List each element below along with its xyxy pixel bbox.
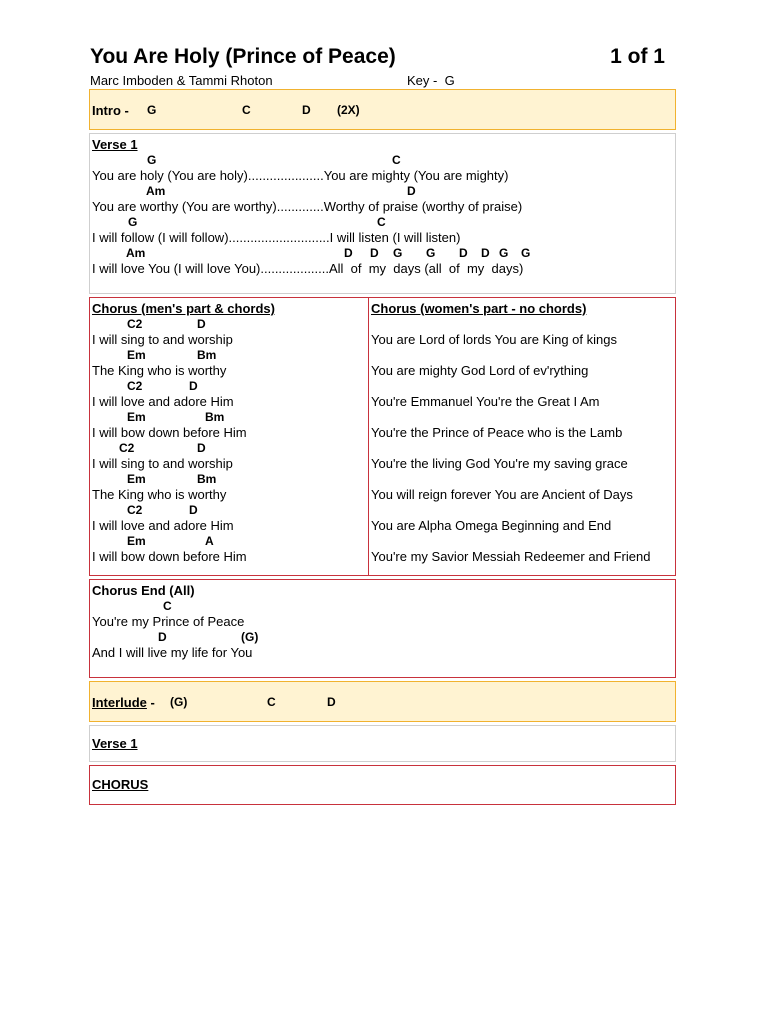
chord: D: [189, 379, 198, 393]
interlude-chord: (G): [170, 695, 188, 709]
chord: Em: [127, 410, 146, 424]
chord: G: [147, 153, 157, 167]
lyric-line: I will bow down before Him: [92, 549, 247, 564]
intro-chord: C: [242, 103, 251, 117]
chord: C: [377, 215, 386, 229]
interlude-chord: C: [267, 695, 276, 709]
lyric-line: The King who is worthy: [92, 363, 227, 378]
lyric-line: I will sing to and worship: [92, 456, 233, 471]
chord: Em: [127, 472, 146, 486]
lyric-line: You are Alpha Omega Beginning and End: [371, 518, 612, 533]
verse-repeat-heading: Verse 1: [92, 736, 138, 751]
interlude-label: Interlude: [92, 695, 147, 710]
chord: D: [407, 184, 416, 198]
key-label: Key -: [407, 73, 438, 88]
key-value: G: [444, 73, 455, 88]
chorus-men-heading: Chorus (men's part & chords): [92, 301, 275, 316]
lyric-line: I will love You (I will love You)...................All of my days (all of my days): [92, 261, 524, 276]
chord: Am: [126, 246, 146, 260]
chord: D: [459, 246, 468, 260]
chord: C: [392, 153, 401, 167]
page-number: 1 of 1: [610, 45, 665, 68]
lyric-line: You're my Savior Messiah Redeemer and Friend: [371, 549, 651, 564]
chord: A: [205, 534, 214, 548]
chord: D: [197, 317, 206, 331]
intro-chord: D: [302, 103, 311, 117]
lyric-line: You're my Prince of Peace: [92, 614, 245, 629]
chord: G: [128, 215, 138, 229]
chord: D: [158, 630, 167, 644]
chorus-end-heading: Chorus End (All): [92, 583, 195, 598]
chord: G: [426, 246, 436, 260]
lyric-line: You're the living God You're my saving grace: [371, 456, 628, 471]
chord: D: [197, 441, 206, 455]
interlude-dash: -: [146, 695, 155, 710]
chorus-women-heading: Chorus (women's part - no chords): [371, 301, 587, 316]
chord: G: [499, 246, 509, 260]
chord: Bm: [205, 410, 225, 424]
chord: G: [393, 246, 403, 260]
chord: Am: [146, 184, 166, 198]
chord: Bm: [197, 472, 217, 486]
interlude-section: [89, 681, 676, 722]
lyric-line: You're Emmanuel You're the Great I Am: [371, 394, 600, 409]
lyric-line: The King who is worthy: [92, 487, 227, 502]
chord: (G): [241, 630, 259, 644]
chord: C2: [127, 503, 143, 517]
chord: C: [163, 599, 172, 613]
chord: C2: [119, 441, 135, 455]
intro-section: [89, 89, 676, 130]
lyric-line: You are holy (You are holy).....................You are mighty (You are mighty): [92, 168, 509, 183]
interlude-label-wrap: [92, 695, 155, 710]
chorus-women-section: [368, 297, 676, 576]
verse1-section: [89, 133, 676, 294]
verse1-heading: Verse 1: [92, 137, 138, 152]
chord: Em: [127, 348, 146, 362]
lyric-line: I will sing to and worship: [92, 332, 233, 347]
chord: C2: [127, 317, 143, 331]
lyric-line: You are Lord of lords You are King of kings: [371, 332, 617, 347]
chorus-men-section: [89, 297, 369, 576]
chord: Em: [127, 534, 146, 548]
chord: D: [344, 246, 353, 260]
lyric-line: And I will live my life for You: [92, 645, 253, 660]
song-key: [407, 73, 455, 88]
lyric-line: You will reign forever You are Ancient of Days: [371, 487, 633, 502]
song-title: You Are Holy (Prince of Peace): [90, 45, 396, 68]
chord: Bm: [197, 348, 217, 362]
chord: D: [189, 503, 198, 517]
lyric-line: I will bow down before Him: [92, 425, 247, 440]
lyric-line: You are mighty God Lord of ev'rything: [371, 363, 589, 378]
chorus-end-section: [89, 579, 676, 678]
authors: Marc Imboden & Tammi Rhoton: [90, 73, 273, 88]
verse-repeat-section: [89, 725, 676, 762]
chord: D: [370, 246, 379, 260]
lyric-line: I will follow (I will follow)............................I will listen (I will listen): [92, 230, 461, 245]
interlude-chord: D: [327, 695, 336, 709]
lyric-line: I will love and adore Him: [92, 394, 234, 409]
chord: C2: [127, 379, 143, 393]
intro-label: Intro -: [92, 103, 129, 118]
lyric-line: You're the Prince of Peace who is the Lamb: [371, 425, 623, 440]
intro-chord: G: [147, 103, 157, 117]
chorus-repeat-heading: CHORUS: [92, 777, 149, 792]
lyric-line: I will love and adore Him: [92, 518, 234, 533]
chorus-repeat-section: [89, 765, 676, 805]
chord: G: [521, 246, 531, 260]
lyric-line: You are worthy (You are worthy).............Worthy of praise (worthy of praise): [92, 199, 523, 214]
intro-repeat: (2X): [337, 103, 360, 117]
chord: D: [481, 246, 490, 260]
